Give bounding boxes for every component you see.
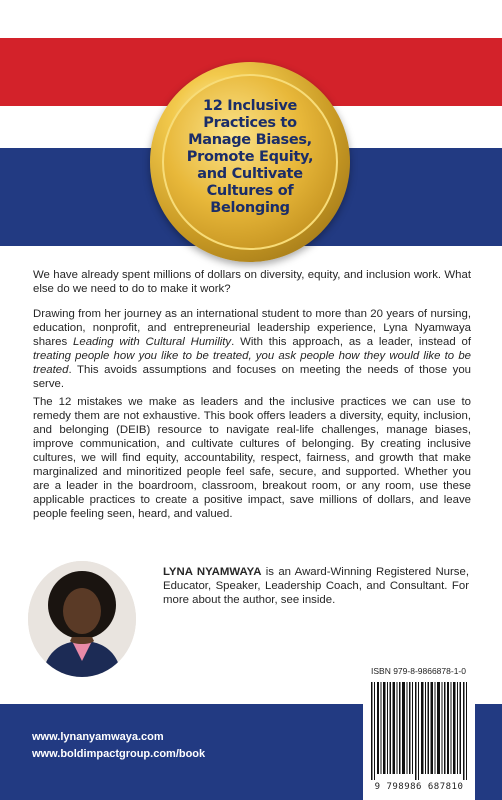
- approach-quote-italic: treating people how you like to be treated, you ask people how they would like to be treated: [33, 350, 471, 376]
- book-title-italic: Leading with Cultural Humility: [73, 336, 232, 348]
- author-bio-text: is an Award-Winning Registered Nurse, Educator, Speaker, Leadership Coach, and Consultant. For more about the author, see inside.: [163, 566, 469, 606]
- approach-text: [33, 307, 471, 391]
- website-link-book[interactable]: www.boldimpactgroup.com/book: [32, 748, 206, 760]
- author-bio: [163, 565, 469, 607]
- mistakes-text: The 12 mistakes we make as leaders and the inclusive practices we can use to remedy them are not exhaustive. This book offers leaders a diversity, equity, inclusion, and belonging (DEIB) resource to navigate real-life challenges, manage biases, improve communication, and cultivate cultures of belonging. By creating inclusive cultures, we will find equity, accountability, respect, fairness, and growth that make marginalized and minoritized people feel safe, secure, and supported. Whether you are a leader in the boardroom, classroom, breakout room, or any room, use these applicable practices to create a positive impact, save millions of dollars, and leave people feeling seen, heard, and valued.: [33, 396, 471, 520]
- medal-line: Cultures of: [206, 183, 294, 199]
- approach-text-a: Drawing from her journey as an international student to more than 20 years of nursing, education, nonprofit, and entrepreneurial leadership experience, Lyna Nyamwaya shares: [33, 308, 471, 348]
- top-white-strip: [0, 0, 502, 38]
- approach-text-e: . This avoids assumptions and focuses on meeting the needs of those you serve.: [33, 364, 471, 390]
- medal-text: [170, 98, 330, 217]
- medal-line: 12 Inclusive: [202, 98, 298, 114]
- intro-paragraph: [33, 268, 471, 296]
- barcode-box: [363, 660, 475, 800]
- website-link-author[interactable]: www.lynanyamwaya.com: [32, 731, 164, 743]
- barcode-digits: 9 798986 687810: [374, 782, 464, 792]
- author-portrait-icon: [28, 561, 136, 677]
- intro-text: We have already spent millions of dollars on diversity, equity, and inclusion work. What else do we need to do to make it work?: [33, 269, 471, 295]
- medal-line: Promote Equity,: [186, 149, 314, 165]
- medal-line: Practices to: [203, 115, 297, 131]
- approach-text-c: . With this approach, as a leader, instead of: [231, 336, 471, 348]
- medal-line: and Cultivate: [197, 166, 303, 182]
- mistakes-paragraph: [33, 395, 471, 521]
- footer-links: [32, 729, 205, 763]
- author-photo: [28, 561, 136, 677]
- gold-medal-badge: [150, 62, 350, 262]
- barcode-icon: [369, 682, 469, 780]
- medal-line: Belonging: [210, 200, 290, 216]
- approach-paragraph: [33, 307, 471, 391]
- isbn-text: ISBN 979-8-9866878-1-0: [371, 666, 466, 676]
- medal-line: Manage Biases,: [188, 132, 312, 148]
- author-name: LYNA NYAMWAYA: [163, 566, 262, 578]
